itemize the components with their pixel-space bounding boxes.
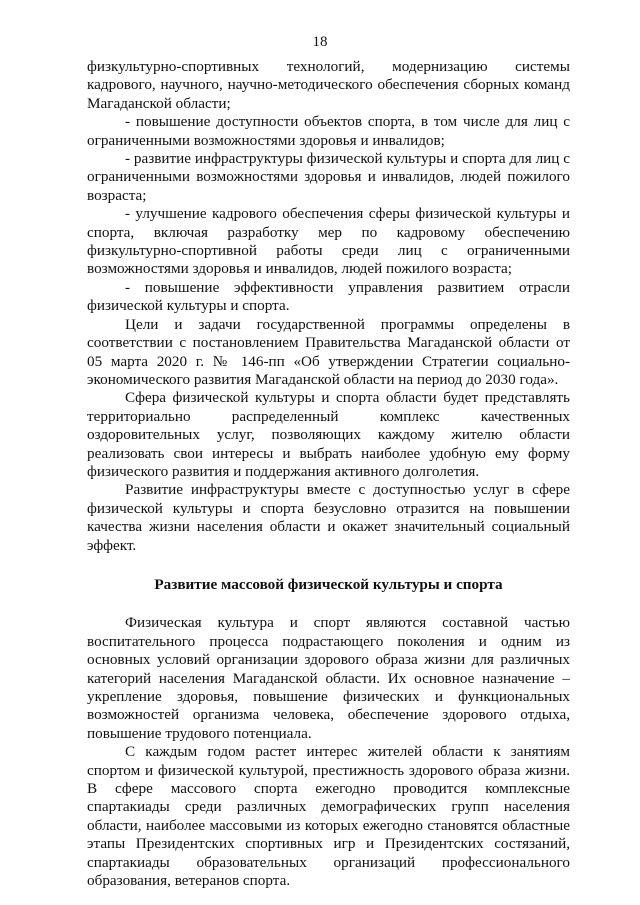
section-heading: Развитие массовой физической культуры и спорта xyxy=(154,575,503,593)
list-item-infrastructure: - развитие инфраструктуры физической культуры и спорта для лиц с ограниченными возможностями здоровья и инвалидов, людей пожилого возраста; xyxy=(87,150,570,204)
paragraph-physical-culture: Физическая культура и спорт являются составной частью воспитательного процесса подрастающего поколения и одним из основных условий организации здорового образа жизни для различных категорий населения Магаданской области. Их основное назначение – укрепление здоровья, повышение физических и функциональных возможностей организма человека, обеспечение здорового отдыха, повышение трудового потенциала. xyxy=(87,614,570,742)
list-item-accessibility: - повышение доступности объектов спорта, в том числе для лиц с ограниченными возможностями здоровья и инвалидов; xyxy=(87,113,570,149)
paragraph-mass-sport: С каждым годом растет интерес жителей области к занятиям спортом и физической культурой, престижность здорового образа жизни. В сфере массового спорта ежегодно проводится комплексные спартакиады среди различных демографических групп населения области, наиболее массовыми из которых ежегодно становятся областные этапы Президентских спортивных игр и Президентских состязаний, спартакиады образовательных организаций профессионального образования, ветеранов спорта. xyxy=(87,743,570,890)
paragraph-goals: Цели и задачи государственной программы определены в соответствии с постановлением Правительства Магаданской области от 05 марта 2020 г. № 146-пп «Об утверждении Стратегии социально-экономического развития Магаданской области на период до 2030 года». xyxy=(87,315,570,388)
paragraph-continuation: физкультурно-спортивных технологий, модернизацию системы кадрового, научного, научно-методического обеспечения сборных команд Магаданской области; xyxy=(87,58,570,112)
list-item-staffing: - улучшение кадрового обеспечения сферы физической культуры и спорта, включая разработку мер по кадровому обеспечению физкультурно-спортивной работы среди лиц с ограниченными возможностями здоровья и инвалидов, людей пожилого возраста; xyxy=(87,205,570,278)
paragraph-infrastructure-effect: Развитие инфраструктуры вместе с доступностью услуг в сфере физической культуры и спорта безусловно отразится на повышении качества жизни населения области и окажет значительный социальный эффект. xyxy=(87,481,570,554)
list-item-management: - повышение эффективности управления развитием отрасли физической культуры и спорта. xyxy=(87,278,570,315)
paragraph-sphere: Сфера физической культуры и спорта области будет представлять территориально распределенный комплекс качественных оздоровительных услуг, позволяющих каждому жителю области реализовать свои интересы и выбрать наиболее удобную ему форму физического развития и поддержания активного долголетия. xyxy=(87,389,570,480)
document-body xyxy=(87,58,570,890)
page-number: 18 xyxy=(312,34,328,50)
